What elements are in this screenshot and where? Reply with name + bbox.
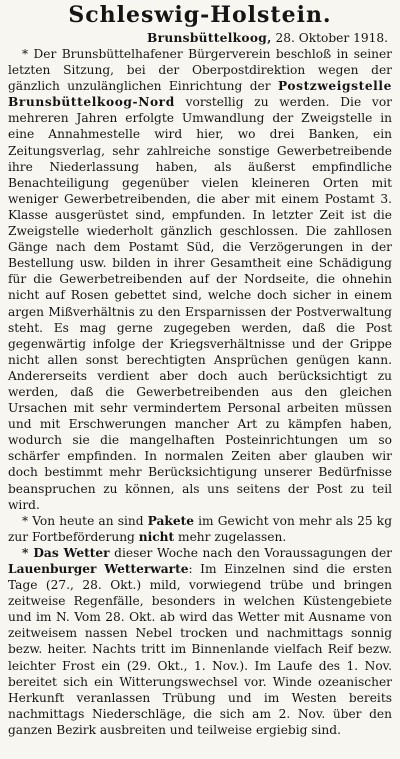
p1-emphasis-postzweigstelle: Postzweigstelle Brunsbüttelkoog-Nord xyxy=(8,79,392,110)
p1-text-c: vorstellig zu werden. Die vor mehreren Jahren erfolgte Umwandlung der Zweigstelle in eine Annahmestelle wird hier, wo drei Banken, ein Zeitungsverlag, sehr zahlreiche sonstige Gewerbetreibende ihre Niederlassung haben, als äußerst empfindliche Benachteiligung gegenüber vielen kleineren Orten mit weniger Gewerbetreibenden, die aber mit einem Postamt 3. Klasse ausgerüstet sind, empfunden. In letzter Zeit ist die Zweigstelle wiederholt gänzlich geschlossen. Die zahllosen Gänge nach dem Postamt Süd, die Verzögerungen in der Bestellung usw. bilden in ihrer Gesamtheit eine Schädigung für die Gewerbetreibenden auf der Nordseite, die ohnehin nicht auf Rosen gebettet sind, welche doch sicher in einem argen Mißverhältnis zu den Ersparnissen der Postverwaltung steht. Es mag gerne zugegeben werden, daß die Post gegenwärtig infolge der Kriegsverhältnisse und der Grippe nicht allen sonst berechtigten Ansprüchen genügen kann. Andererseits verdient aber doch auch berücksichtigt zu werden, daß die Gewerbetreibenden aus den gleichen Ursachen mit sehr vermindertem Personal arbeiten müssen und mit Erschwerungen mancher Art zu kämpfen haben, wodurch sie die mangelhaften Posteinrichtungen um so schärfer empfinden. In normalen Zeiten aber glauben wir doch bestimmt mehr Berücksichtigung unserer Bedürfnisse beanspruchen zu können, als uns seitens der Post zu teil wird. xyxy=(8,95,392,512)
p2-emphasis-pakete: Pakete xyxy=(147,513,194,528)
article-body xyxy=(8,46,392,738)
dateline xyxy=(8,30,392,46)
p1-text-a: * Der Brunsbüttelhafener Bürgerverein beschloß in seiner letzten Sitzung, bei der Oberpostdirektion wegen der gänzlich unzulänglichen Einrichtung der xyxy=(8,47,392,94)
p2-text-e: mehr zugelassen. xyxy=(174,529,287,544)
dateline-date: 28. Oktober 1918. xyxy=(275,31,388,45)
p2-emphasis-nicht: nicht xyxy=(138,529,175,544)
p2-text-a: * Von heute an sind xyxy=(22,513,148,528)
p2-text-c: im Gewicht von mehr als 25 kg zur Fortbeförderung xyxy=(8,513,392,544)
section-title: Schleswig-Holstein. xyxy=(68,2,332,28)
p3-emphasis-wetterwarte: Lauenburger Wetterwarte xyxy=(8,562,189,576)
dateline-place: Brunsbüttelkoog, xyxy=(147,31,272,45)
p3-text-b: dieser Woche nach den Voraussagungen der xyxy=(109,545,392,560)
p3-emphasis-wetter: * Das Wetter xyxy=(22,545,110,560)
paragraph-post-office xyxy=(8,46,392,513)
p3-text-d: : Im Einzelnen sind die ersten Tage (27., 28. Okt.) mild, vorwiegend trübe und bringen zeitweise Regenfälle, besonders in welchen Küstengebiete und im N. Vom 28. Okt. ab wird das Wetter mit Ausname von zeitweisem nassen Nebel trocken und nachmittags sonnig bezw. heiter. Nachts tritt im Binnenlande vielfach Reif bezw. leichter Frost ein (29. Okt., 1. Nov.). Im Laufe des 1. Nov. bereitet sich ein Witterungswechsel vor. Winde ozeanischer Herkunft veranlassen Trübung und im Westen bereits nachmittags Niederschläge, die sich am 2. Nov. über den ganzen Bezirk ausbreiten und teilweise ergiebig sind. xyxy=(8,562,392,737)
paragraph-parcels xyxy=(8,513,392,545)
paragraph-weather xyxy=(8,545,392,738)
